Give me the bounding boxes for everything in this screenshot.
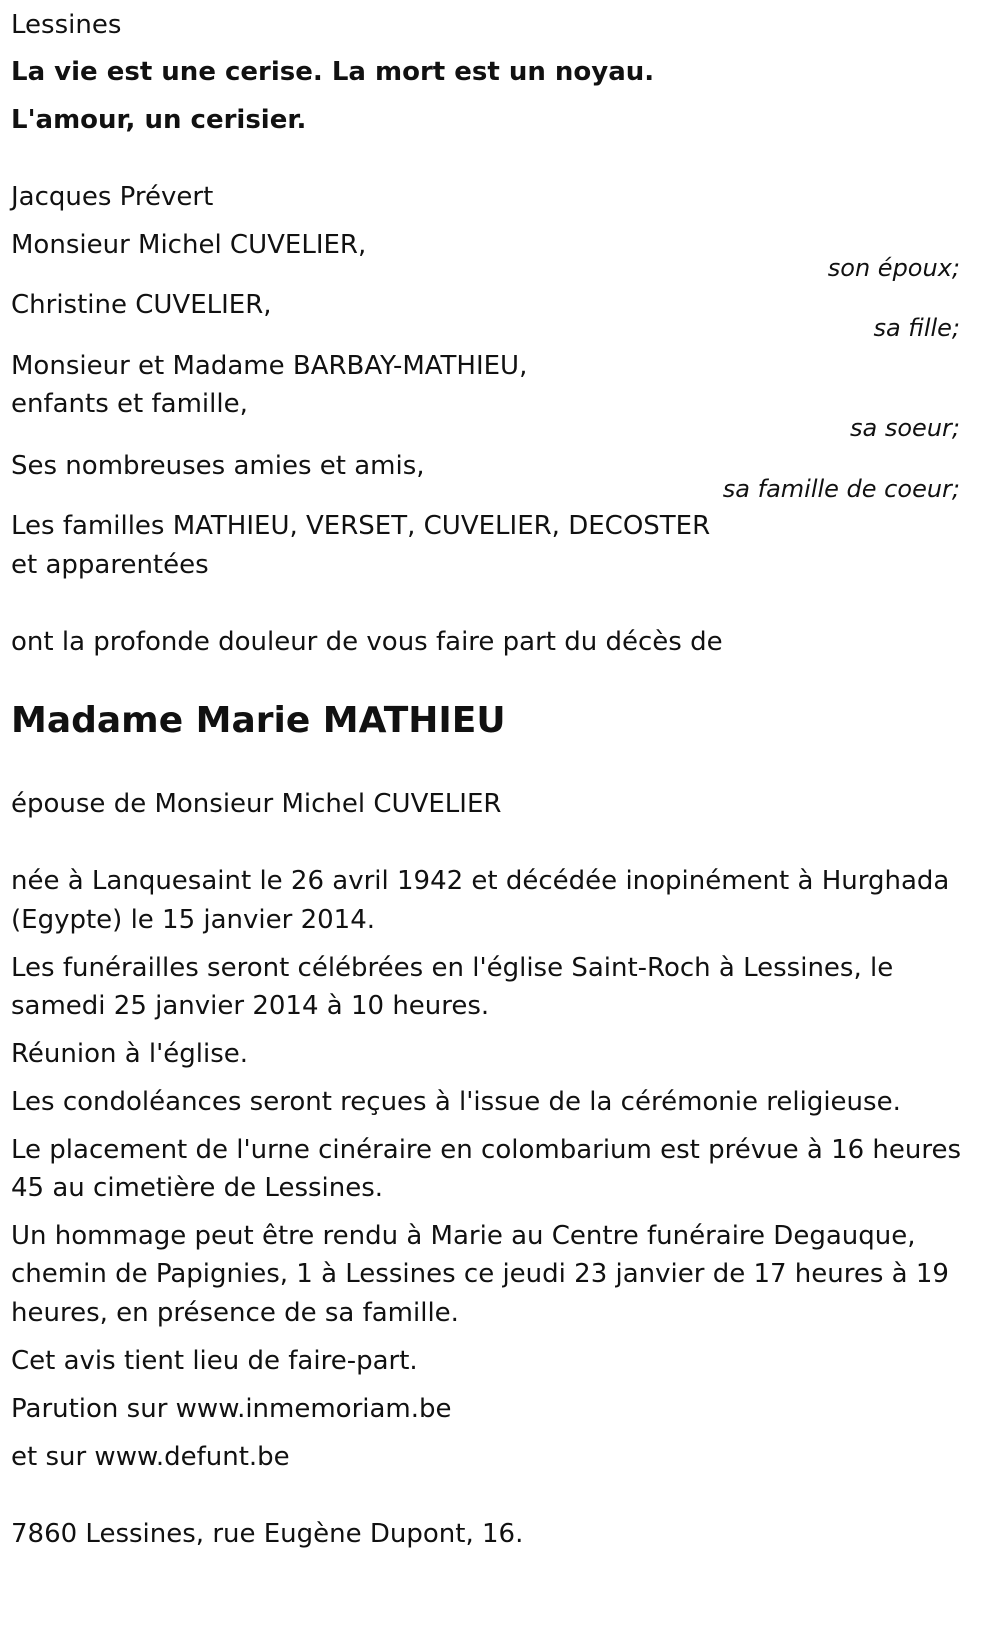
- publication-line: Parution sur www.inmemoriam.be: [11, 1394, 452, 1424]
- address: 7860 Lessines, rue Eugène Dupont, 16.: [11, 1519, 524, 1549]
- spouse-line: épouse de Monsieur Michel CUVELIER: [11, 789, 502, 819]
- birth-death-line: née à Lanquesaint le 26 avril 1942 et décédée inopinément à Hurghada: [11, 866, 950, 896]
- family-member-role: sa fille;: [873, 314, 960, 342]
- family-member-name: Monsieur Michel CUVELIER,: [11, 230, 367, 260]
- urn-line: 45 au cimetière de Lessines.: [11, 1173, 384, 1203]
- meeting-text: Réunion à l'église.: [11, 1039, 249, 1069]
- birth-death-line: (Egypte) le 15 janvier 2014.: [11, 905, 376, 935]
- family-member-name: Les familles MATHIEU, VERSET, CUVELIER, DECOSTER: [11, 511, 711, 541]
- condolences-text: Les condoléances seront reçues à l'issue de la cérémonie religieuse.: [11, 1087, 901, 1117]
- location: Lessines: [11, 10, 122, 40]
- family-member-name: et apparentées: [11, 550, 209, 580]
- family-member-name: Ses nombreuses amies et amis,: [11, 451, 425, 481]
- family-member-role: sa famille de coeur;: [722, 475, 960, 503]
- funeral-line: Les funérailles seront célébrées en l'église Saint-Roch à Lessines, le: [11, 953, 894, 983]
- family-member-name: Monsieur et Madame BARBAY-MATHIEU,: [11, 351, 528, 381]
- tribute-line: chemin de Papignies, 1 à Lessines ce jeudi 23 janvier de 17 heures à 19: [11, 1259, 949, 1289]
- tribute-line: heures, en présence de sa famille.: [11, 1298, 459, 1328]
- funeral-line: samedi 25 janvier 2014 à 10 heures.: [11, 991, 490, 1021]
- quote-line-1: La vie est une cerise. La mort est un noyau.: [11, 57, 655, 87]
- publication-line: et sur www.defunt.be: [11, 1442, 290, 1472]
- family-member-name: Christine CUVELIER,: [11, 290, 272, 320]
- family-member-name: enfants et famille,: [11, 389, 248, 419]
- notice-text: Cet avis tient lieu de faire-part.: [11, 1346, 418, 1376]
- quote-line-2: L'amour, un cerisier.: [11, 105, 307, 135]
- quote-author: Jacques Prévert: [11, 182, 214, 212]
- tribute-line: Un hommage peut être rendu à Marie au Centre funéraire Degauque,: [11, 1221, 916, 1251]
- family-member-role: sa soeur;: [850, 414, 960, 442]
- urn-line: Le placement de l'urne cinéraire en colombarium est prévue à 16 heures: [11, 1135, 962, 1165]
- family-member-role: son époux;: [827, 254, 960, 282]
- deceased-name: Madame Marie MATHIEU: [11, 700, 506, 741]
- announcement: ont la profonde douleur de vous faire part du décès de: [11, 627, 723, 657]
